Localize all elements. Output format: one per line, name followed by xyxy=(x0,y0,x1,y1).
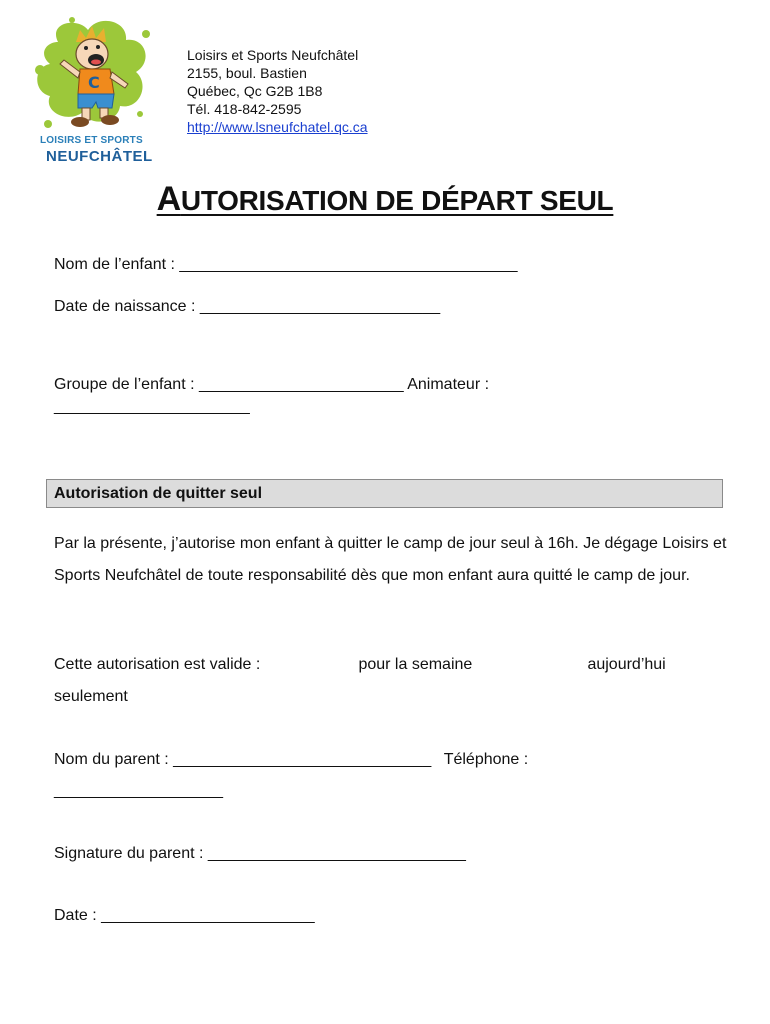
logo-text-top: LOISIRS ET SPORTS xyxy=(40,135,143,146)
section-title: Autorisation de quitter seul xyxy=(54,485,263,502)
title-rest: UTORISATION DE DÉPART SEUL xyxy=(180,185,614,216)
website-link[interactable]: http://www.lsneufchatel.qc.ca xyxy=(187,119,368,135)
group-field[interactable] xyxy=(54,376,489,394)
option-today-label: aujourd’hui xyxy=(587,656,666,673)
authorization-paragraph: Par la présente, j’autorise mon enfant à quitter le camp de jour seul à 16h. Je dégage Loisirs et Sports Neufchâtel de toute responsabilité dès que mon enfant aura quitté le camp de jour. xyxy=(54,535,727,584)
date-field[interactable]: Date : ________________________ xyxy=(54,907,315,924)
group-label: Groupe de l’enfant : _______________________ xyxy=(54,376,404,393)
city-postal: Québec, Qc G2B 1B8 xyxy=(187,83,323,99)
validity-label: Cette autorisation est valide : xyxy=(54,656,261,673)
animator-label: Animateur : xyxy=(407,376,490,393)
logo-text-bottom: NEUFCHÂTEL xyxy=(46,148,153,165)
page-title xyxy=(0,180,770,219)
org-name: Loisirs et Sports Neufchâtel xyxy=(187,47,359,63)
signature-field[interactable]: Signature du parent : _____________________________ xyxy=(54,845,466,862)
option-week-checkbox[interactable] xyxy=(354,656,472,674)
validity-continuation: seulement xyxy=(54,688,128,705)
street-address: 2155, boul. Bastien xyxy=(187,65,307,81)
option-week-label: pour la semaine xyxy=(358,656,473,673)
option-today-checkbox[interactable] xyxy=(583,656,666,674)
child-name-field[interactable]: Nom de l’enfant : ______________________________________ xyxy=(54,256,518,273)
phone-label: Téléphone : xyxy=(443,751,529,768)
address-block xyxy=(187,46,368,136)
parent-name-field[interactable] xyxy=(54,751,528,769)
phone-number: Tél. 418-842-2595 xyxy=(187,101,302,117)
svg-text:C: C xyxy=(88,73,100,92)
parent-name-label: Nom du parent : _____________________________ xyxy=(54,751,432,768)
title-first-letter: A xyxy=(156,180,181,218)
animator-field-line[interactable]: ______________________ xyxy=(54,398,250,415)
birth-date-field[interactable]: Date de naissance : ___________________________ xyxy=(54,298,441,315)
phone-field-line[interactable]: ___________________ xyxy=(54,782,224,799)
